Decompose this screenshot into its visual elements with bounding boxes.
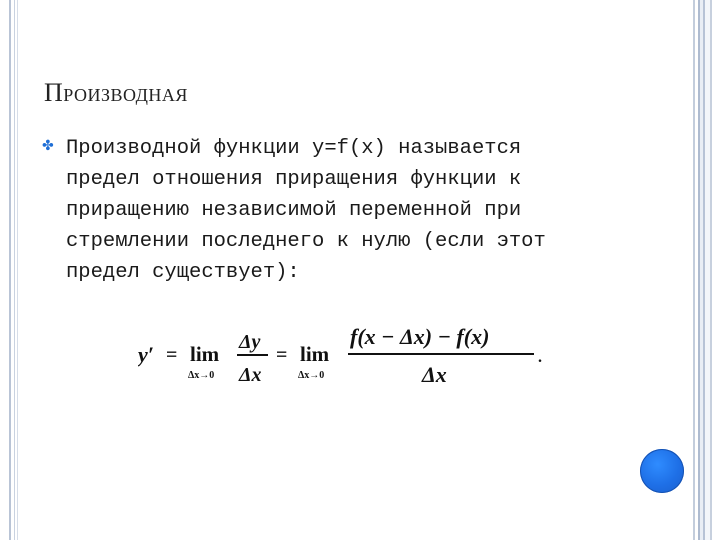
formula-lim: lim bbox=[190, 342, 220, 366]
formula-lim: lim bbox=[300, 342, 330, 366]
formula-equals: = bbox=[276, 344, 288, 366]
bullet-item bbox=[42, 133, 642, 288]
crossed-flags-icon: ✤ bbox=[42, 139, 54, 154]
derivative-formula bbox=[138, 318, 558, 398]
slide-nav-circle[interactable] bbox=[640, 449, 684, 493]
left-border-rule bbox=[14, 0, 15, 540]
left-border-rule bbox=[9, 0, 11, 540]
right-border-band bbox=[690, 0, 720, 540]
formula-numerator: f(x − Δx) − f(x) bbox=[350, 324, 490, 349]
bullet-text: Производной функции y=f(x) называется предел отношения приращения функции к приращению независимой переменной при стремлении последнего к нулю (если этот предел существует): bbox=[66, 137, 546, 284]
formula-trailing-dot: . bbox=[538, 349, 542, 366]
formula-equals: = bbox=[166, 344, 178, 366]
formula-lim-subscript: Δx→0 bbox=[298, 370, 325, 381]
formula-denominator: Δx bbox=[239, 364, 262, 386]
formula-lim-subscript: Δx→0 bbox=[188, 370, 215, 381]
formula-denominator: Δx bbox=[422, 362, 447, 387]
formula-lhs: y′ bbox=[138, 342, 154, 367]
slide-title: Производная bbox=[44, 78, 188, 107]
formula-numerator: Δy bbox=[239, 331, 261, 353]
left-border-rule bbox=[17, 0, 18, 540]
